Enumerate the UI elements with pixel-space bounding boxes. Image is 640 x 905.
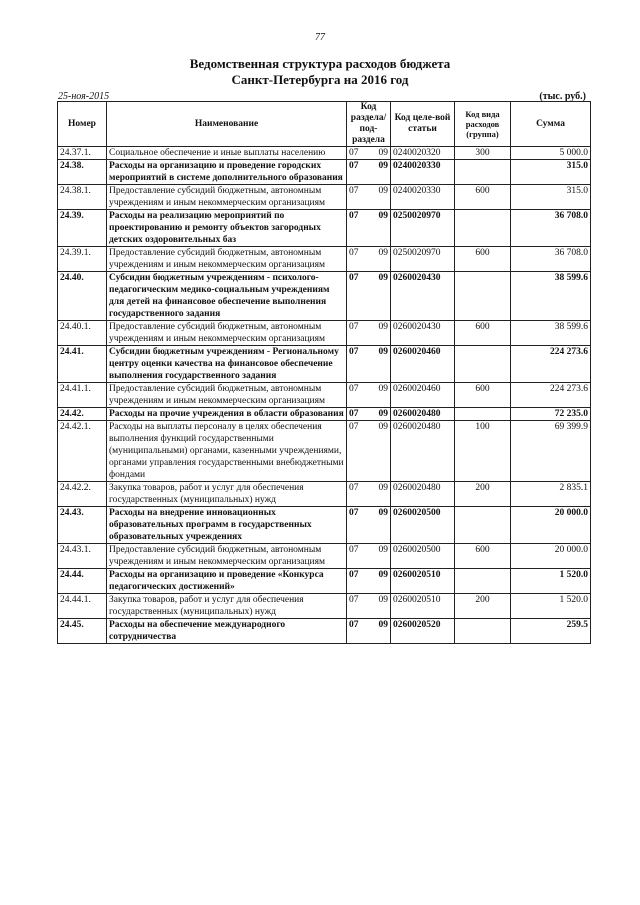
header-sum: Сумма <box>511 102 591 147</box>
row-name-cell: Предоставление субсидий бюджетным, автономным учреждениям и иным некоммерческим организациям <box>107 544 347 569</box>
row-name-cell: Социальное обеспечение и иные выплаты населению <box>107 147 347 160</box>
row-sum-cell: 2 835.1 <box>511 482 591 507</box>
row-target-cell: 0260020460 <box>391 346 455 383</box>
document-title-line-2: Санкт-Петербурга на 2016 год <box>231 72 409 87</box>
table-row <box>58 408 591 421</box>
row-number-cell: 24.38.1. <box>58 185 107 210</box>
row-target-cell: 0250020970 <box>391 210 455 247</box>
row-target-cell: 0260020520 <box>391 619 455 644</box>
row-target-cell: 0240020330 <box>391 185 455 210</box>
row-number-cell: 24.44.1. <box>58 594 107 619</box>
header-number: Номер <box>58 102 107 147</box>
row-name-cell: Предоставление субсидий бюджетным, автономным учреждениям и иным некоммерческим организациям <box>107 247 347 272</box>
row-name-cell: Предоставление субсидий бюджетным, автономным учреждениям и иным некоммерческим организациям <box>107 185 347 210</box>
row-name-cell: Субсидии бюджетным учреждениям - Региональному центру оценки качества на финансовое обеспечение выполнения государственного задания <box>107 346 347 383</box>
row-section-cell: 07 <box>347 421 369 482</box>
row-number-cell: 24.37.1. <box>58 147 107 160</box>
row-subsection-cell: 09 <box>369 408 391 421</box>
table-row <box>58 383 591 408</box>
row-expense-type-cell <box>455 210 511 247</box>
row-number-cell: 24.39.1. <box>58 247 107 272</box>
row-sum-cell: 259.5 <box>511 619 591 644</box>
header-section: Код раздела/ под-раздела <box>347 102 391 147</box>
budget-table <box>57 101 591 644</box>
table-row <box>58 247 591 272</box>
row-expense-type-cell: 100 <box>455 421 511 482</box>
table-row <box>58 482 591 507</box>
row-section-cell: 07 <box>347 147 369 160</box>
row-section-cell: 07 <box>347 619 369 644</box>
row-subsection-cell: 09 <box>369 147 391 160</box>
row-number-cell: 24.45. <box>58 619 107 644</box>
header-target: Код целе-вой статьи <box>391 102 455 147</box>
row-target-cell: 0250020970 <box>391 247 455 272</box>
row-subsection-cell: 09 <box>369 507 391 544</box>
row-subsection-cell: 09 <box>369 421 391 482</box>
row-target-cell: 0240020330 <box>391 160 455 185</box>
table-row <box>58 619 591 644</box>
table-row <box>58 594 591 619</box>
row-section-cell: 07 <box>347 247 369 272</box>
row-number-cell: 24.39. <box>58 210 107 247</box>
row-name-cell: Расходы на организацию и проведение городских мероприятий в системе дополнительного образования <box>107 160 347 185</box>
row-section-cell: 07 <box>347 210 369 247</box>
row-sum-cell: 5 000.0 <box>511 147 591 160</box>
row-section-cell: 07 <box>347 383 369 408</box>
row-subsection-cell: 09 <box>369 594 391 619</box>
table-row <box>58 185 591 210</box>
row-subsection-cell: 09 <box>369 346 391 383</box>
row-expense-type-cell: 200 <box>455 594 511 619</box>
row-target-cell: 0260020510 <box>391 594 455 619</box>
row-number-cell: 24.42. <box>58 408 107 421</box>
row-subsection-cell: 09 <box>369 210 391 247</box>
row-subsection-cell: 09 <box>369 619 391 644</box>
row-sum-cell: 38 599.6 <box>511 321 591 346</box>
row-expense-type-cell <box>455 507 511 544</box>
row-expense-type-cell: 600 <box>455 247 511 272</box>
row-sum-cell: 38 599.6 <box>511 272 591 321</box>
row-number-cell: 24.43. <box>58 507 107 544</box>
row-sum-cell: 315.0 <box>511 160 591 185</box>
table-row <box>58 160 591 185</box>
row-number-cell: 24.40.1. <box>58 321 107 346</box>
row-name-cell: Расходы на прочие учреждения в области образования <box>107 408 347 421</box>
row-target-cell: 0260020480 <box>391 421 455 482</box>
table-row <box>58 544 591 569</box>
row-number-cell: 24.44. <box>58 569 107 594</box>
row-section-cell: 07 <box>347 185 369 210</box>
page-number: 77 <box>315 32 325 43</box>
row-section-cell: 07 <box>347 544 369 569</box>
row-sum-cell: 1 520.0 <box>511 569 591 594</box>
row-number-cell: 24.42.1. <box>58 421 107 482</box>
row-expense-type-cell <box>455 160 511 185</box>
row-section-cell: 07 <box>347 272 369 321</box>
row-section-cell: 07 <box>347 346 369 383</box>
row-name-cell: Предоставление субсидий бюджетным, автономным учреждениям и иным некоммерческим организациям <box>107 383 347 408</box>
row-number-cell: 24.41.1. <box>58 383 107 408</box>
row-sum-cell: 20 000.0 <box>511 544 591 569</box>
header-expense-type: Код вида расходов (группа) <box>455 102 511 147</box>
row-name-cell: Закупка товаров, работ и услуг для обеспечения государственных (муниципальных) нужд <box>107 482 347 507</box>
row-expense-type-cell <box>455 272 511 321</box>
row-sum-cell: 224 273.6 <box>511 383 591 408</box>
row-target-cell: 0260020500 <box>391 544 455 569</box>
table-row <box>58 147 591 160</box>
table-row <box>58 321 591 346</box>
row-section-cell: 07 <box>347 507 369 544</box>
row-target-cell: 0260020430 <box>391 321 455 346</box>
row-sum-cell: 20 000.0 <box>511 507 591 544</box>
row-number-cell: 24.43.1. <box>58 544 107 569</box>
row-target-cell: 0260020500 <box>391 507 455 544</box>
table-row <box>58 421 591 482</box>
row-name-cell: Расходы на реализацию мероприятий по проектированию и ремонту объектов загородных детских оздоровительных баз <box>107 210 347 247</box>
row-section-cell: 07 <box>347 408 369 421</box>
row-expense-type-cell <box>455 346 511 383</box>
table-row <box>58 210 591 247</box>
row-target-cell: 0260020510 <box>391 569 455 594</box>
row-expense-type-cell: 200 <box>455 482 511 507</box>
units-label: (тыс. руб.) <box>539 91 586 102</box>
row-subsection-cell: 09 <box>369 272 391 321</box>
row-section-cell: 07 <box>347 160 369 185</box>
row-section-cell: 07 <box>347 321 369 346</box>
row-sum-cell: 36 708.0 <box>511 247 591 272</box>
row-name-cell: Закупка товаров, работ и услуг для обеспечения государственных (муниципальных) нужд <box>107 594 347 619</box>
row-target-cell: 0260020460 <box>391 383 455 408</box>
row-expense-type-cell: 600 <box>455 383 511 408</box>
row-name-cell: Предоставление субсидий бюджетным, автономным учреждениям и иным некоммерческим организациям <box>107 321 347 346</box>
row-subsection-cell: 09 <box>369 482 391 507</box>
row-name-cell: Расходы на организацию и проведение «Конкурса педагогических достижений» <box>107 569 347 594</box>
row-expense-type-cell <box>455 408 511 421</box>
row-expense-type-cell: 600 <box>455 321 511 346</box>
header-name: Наименование <box>107 102 347 147</box>
row-sum-cell: 36 708.0 <box>511 210 591 247</box>
row-target-cell: 0260020480 <box>391 408 455 421</box>
row-number-cell: 24.38. <box>58 160 107 185</box>
row-name-cell: Расходы на внедрение инновационных образовательных программ в государственных образовательных учреждениях <box>107 507 347 544</box>
row-sum-cell: 1 520.0 <box>511 594 591 619</box>
document-date: 25-ноя-2015 <box>58 91 110 102</box>
row-subsection-cell: 09 <box>369 321 391 346</box>
row-subsection-cell: 09 <box>369 544 391 569</box>
row-section-cell: 07 <box>347 482 369 507</box>
table-row <box>58 507 591 544</box>
row-sum-cell: 69 399.9 <box>511 421 591 482</box>
row-sum-cell: 72 235.0 <box>511 408 591 421</box>
row-name-cell: Субсидии бюджетным учреждениям - психолого-педагогическим медико-социальным учреждениям для детей на финансовое обеспечение выполнения государственного задания <box>107 272 347 321</box>
row-sum-cell: 315.0 <box>511 185 591 210</box>
table-row <box>58 346 591 383</box>
row-target-cell: 0260020430 <box>391 272 455 321</box>
row-section-cell: 07 <box>347 594 369 619</box>
row-sum-cell: 224 273.6 <box>511 346 591 383</box>
row-target-cell: 0260020480 <box>391 482 455 507</box>
row-number-cell: 24.42.2. <box>58 482 107 507</box>
document-title-line-1: Ведомственная структура расходов бюджета <box>189 56 451 71</box>
row-section-cell: 07 <box>347 569 369 594</box>
row-expense-type-cell: 600 <box>455 544 511 569</box>
table-row <box>58 272 591 321</box>
table-row <box>58 569 591 594</box>
row-subsection-cell: 09 <box>369 569 391 594</box>
row-name-cell: Расходы на выплаты персоналу в целях обеспечения выполнения функций государственными (муниципальными) органами, казенными учреждениями, органами управления государственными внебюджетными фондами <box>107 421 347 482</box>
table-header-row <box>58 102 591 147</box>
row-number-cell: 24.41. <box>58 346 107 383</box>
row-name-cell: Расходы на обеспечение международного сотрудничества <box>107 619 347 644</box>
row-subsection-cell: 09 <box>369 160 391 185</box>
row-expense-type-cell <box>455 619 511 644</box>
row-expense-type-cell <box>455 569 511 594</box>
row-subsection-cell: 09 <box>369 383 391 408</box>
row-expense-type-cell: 300 <box>455 147 511 160</box>
row-number-cell: 24.40. <box>58 272 107 321</box>
row-subsection-cell: 09 <box>369 185 391 210</box>
row-subsection-cell: 09 <box>369 247 391 272</box>
row-expense-type-cell: 600 <box>455 185 511 210</box>
row-target-cell: 0240020320 <box>391 147 455 160</box>
